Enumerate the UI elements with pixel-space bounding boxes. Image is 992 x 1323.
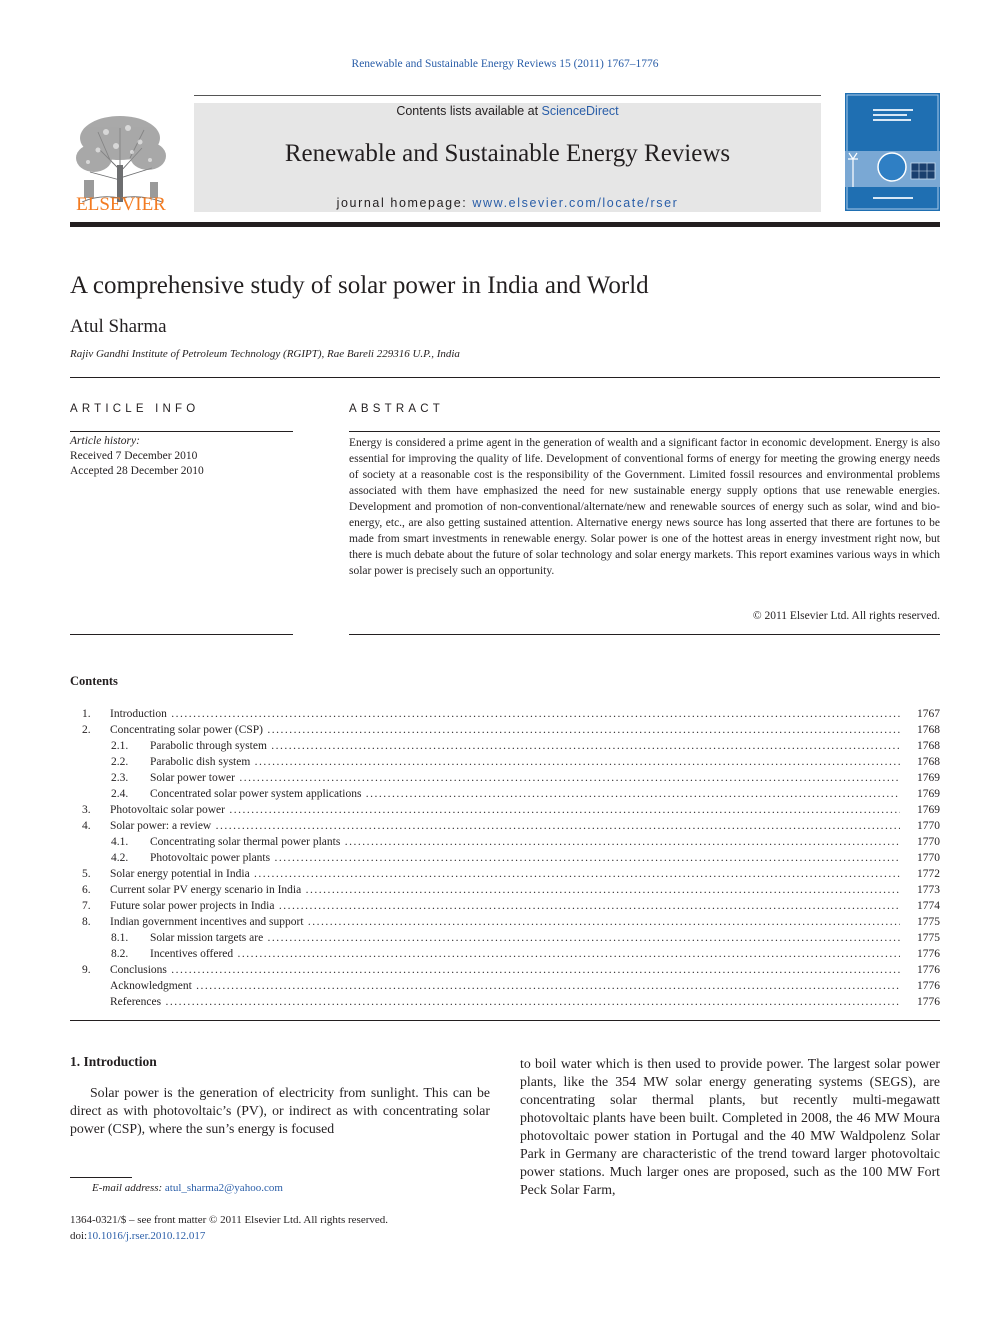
- toc-entry-page: 1776: [917, 948, 940, 960]
- article-info-rule: [70, 431, 293, 432]
- toc-entry-number: 4.: [82, 820, 91, 832]
- header-bottom-rule: [70, 222, 940, 227]
- toc-entry-title[interactable]: Incentives offered .....: [150, 946, 900, 962]
- elsevier-wordmark: ELSEVIER: [76, 194, 166, 215]
- footnote-rule: [70, 1177, 132, 1178]
- toc-entry-page: 1776: [917, 996, 940, 1008]
- toc-entry-page: 1770: [917, 836, 940, 848]
- toc-entry-page: 1773: [917, 884, 940, 896]
- homepage-link[interactable]: www.elsevier.com/locate/rser: [472, 196, 679, 210]
- toc-entry[interactable]: [70, 882, 940, 898]
- toc-entry-page: 1768: [917, 756, 940, 768]
- doi-link[interactable]: 10.1016/j.rser.2010.12.017: [87, 1230, 206, 1242]
- article-info-bottom-rule: [70, 634, 293, 635]
- journal-homepage: [194, 196, 821, 210]
- toc-entry-page: 1775: [917, 916, 940, 928]
- header-top-rule: [194, 95, 821, 96]
- received-date: Received 7 December 2010: [70, 450, 198, 462]
- doi-line: [70, 1228, 388, 1244]
- journal-cover-image: [845, 93, 940, 211]
- introduction-paragraph-continued: to boil water which is then used to provide power. The largest solar power plants, like the 354 MW solar energy generating systems (SEGS), are concentrating solar thermal plants, but recently multi-megawatt photovoltaic plants have been built. Completed in 2008, the 46 MW Moura photovoltaic power station in Portugal and the 40 MW Waldpolenz Solar Park in Germany are characteristic of the trend toward larger photovoltaic power stations. Much larger ones are proposed, such as the 100 MW Fort Peck Solar Farm,: [520, 1056, 940, 1197]
- toc-entry-page: 1774: [917, 900, 940, 912]
- toc-entry-page: 1776: [917, 964, 940, 976]
- introduction-paragraph: Solar power is the generation of electricity from sunlight. This can be direct as with photovoltaic’s (PV), or indirect as with concentrating solar power (CSP), where the sun’s energy is focused: [70, 1085, 490, 1136]
- toc-entry-title[interactable]: Parabolic through system .....: [150, 738, 900, 754]
- article-title: A comprehensive study of solar power in India and World: [70, 272, 649, 299]
- toc-entry-title[interactable]: Solar energy potential in India .....: [110, 866, 900, 882]
- toc-entry-page: 1768: [917, 724, 940, 736]
- toc-entry-page: 1768: [917, 740, 940, 752]
- toc-entry-page: 1776: [917, 980, 940, 992]
- introduction-heading: 1. Introduction: [70, 1054, 157, 1069]
- toc-entry-page: 1770: [917, 820, 940, 832]
- toc-entry-number: 2.2.: [111, 756, 129, 768]
- body-column-left: [70, 1054, 490, 1138]
- toc-entry-number: 4.2.: [111, 852, 129, 864]
- toc-entry[interactable]: [70, 818, 940, 834]
- toc-entry-title[interactable]: Introduction .....: [110, 706, 900, 722]
- author-email-footnote: [92, 1182, 283, 1194]
- toc-entry-number: 2.1.: [111, 740, 129, 752]
- front-matter-info: [70, 1212, 388, 1244]
- title-divider: [70, 377, 940, 378]
- toc-entry-number: 3.: [82, 804, 91, 816]
- toc-entry[interactable]: [70, 786, 940, 802]
- toc-entry[interactable]: [70, 834, 940, 850]
- toc-entry-title[interactable]: Acknowledgment .....: [110, 978, 900, 994]
- toc-entry[interactable]: [70, 770, 940, 786]
- toc-entry-title[interactable]: Future solar power projects in India .....: [110, 898, 900, 914]
- toc-entry-number: 2.4.: [111, 788, 129, 800]
- toc-entry-number: 5.: [82, 868, 91, 880]
- toc-entry-number: 2.: [82, 724, 91, 736]
- abstract-rule: [349, 431, 940, 432]
- toc-entry-number: 9.: [82, 964, 91, 976]
- toc-entry[interactable]: [70, 722, 940, 738]
- toc-entry-number: 6.: [82, 884, 91, 896]
- journal-citation[interactable]: Renewable and Sustainable Energy Reviews 15 (2011) 1767–1776: [351, 58, 659, 70]
- author-email-link[interactable]: atul_sharma2@yahoo.com: [164, 1182, 283, 1194]
- toc-entry[interactable]: [70, 978, 940, 994]
- toc-entry-number: 7.: [82, 900, 91, 912]
- toc-entry-number: 1.: [82, 708, 91, 720]
- toc-entry-number: 8.1.: [111, 932, 129, 944]
- article-history: [70, 434, 204, 479]
- toc-entry[interactable]: [70, 962, 940, 978]
- issn-line: 1364-0321/$ – see front matter © 2011 Elsevier Ltd. All rights reserved.: [70, 1214, 389, 1226]
- toc-entry-title[interactable]: References .....: [110, 994, 900, 1010]
- toc-entry-title[interactable]: Parabolic dish system .....: [150, 754, 900, 770]
- toc-entry-page: 1769: [917, 772, 940, 784]
- contents-available-line: [194, 104, 821, 118]
- toc-entry[interactable]: [70, 898, 940, 914]
- contents-heading: Contents: [70, 674, 118, 688]
- toc-entry-page: 1769: [917, 788, 940, 800]
- history-label: Article history:: [70, 435, 140, 447]
- toc-entry[interactable]: [70, 738, 940, 754]
- toc-entry[interactable]: [70, 754, 940, 770]
- abstract-text: Energy is considered a prime agent in the generation of wealth and a significant factor in economic development. Energy is also essential for improving the quality of life. Development of conventional forms of energy for meeting the growing energy needs of society at a reasonable cost is the responsibility of the Government. Limited fossil resources and environmental problems associated with them have emphasized the need for new sustainable energy supply options that use renewable energies. Development and promotion of non-conventional/alternate/new and renewable sources of energy such as solar, wind and bio-energy, etc., are also getting sustained attention. Alternative energy news source has long asserted that there are fortunes to be made from smart investments in renewable energy. Solar power is one of the hottest areas in energy investment right now, but there is much debate about the future of solar technology and solar energy markets. This report examines various ways in which solar power is precisely such an opportunity.: [349, 437, 940, 577]
- toc-entry[interactable]: [70, 706, 940, 722]
- sciencedirect-link[interactable]: ScienceDirect: [541, 104, 619, 118]
- toc-entry-number: 8.: [82, 916, 91, 928]
- doi-prefix: doi:: [70, 1230, 88, 1242]
- toc-entry-page: 1770: [917, 852, 940, 864]
- toc-entry[interactable]: [70, 914, 940, 930]
- toc-entry[interactable]: [70, 946, 940, 962]
- toc-entry[interactable]: [70, 994, 940, 1010]
- toc-entry[interactable]: [70, 930, 940, 946]
- copyright-notice: © 2011 Elsevier Ltd. All rights reserved.: [752, 610, 940, 622]
- toc-entry-title[interactable]: Indian government incentives and support .....: [110, 914, 900, 930]
- toc-entry-title[interactable]: Concentrating solar power (CSP) .....: [110, 722, 900, 738]
- abstract-heading: ABSTRACT: [349, 403, 444, 415]
- homepage-prefix: journal homepage:: [336, 196, 473, 210]
- contents-divider: [70, 1020, 940, 1021]
- table-of-contents: [70, 706, 940, 1010]
- toc-entry-page: 1767: [917, 708, 940, 720]
- contents-prefix: Contents lists available at: [396, 104, 542, 118]
- toc-entry-title[interactable]: Solar mission targets are .....: [150, 930, 900, 946]
- body-column-right: [520, 1055, 940, 1199]
- toc-entry-title[interactable]: Current solar PV energy scenario in India .....: [110, 882, 900, 898]
- toc-entry[interactable]: [70, 850, 940, 866]
- toc-entry-title[interactable]: Photovoltaic power plants .....: [150, 850, 900, 866]
- article-author: Atul Sharma: [70, 316, 167, 337]
- toc-entry-title[interactable]: Solar power: a review .....: [110, 818, 900, 834]
- journal-title: Renewable and Sustainable Energy Reviews: [284, 140, 731, 167]
- toc-entry-title[interactable]: Concentrated solar power system applications .....: [150, 786, 900, 802]
- toc-entry-number: 2.3.: [111, 772, 129, 784]
- email-label: E-mail address:: [92, 1182, 165, 1194]
- accepted-date: Accepted 28 December 2010: [70, 465, 204, 477]
- toc-entry-page: 1775: [917, 932, 940, 944]
- toc-entry[interactable]: [70, 802, 940, 818]
- toc-entry[interactable]: [70, 866, 940, 882]
- author-affiliation: Rajiv Gandhi Institute of Petroleum Technology (RGIPT), Rae Bareli 229316 U.P., India: [70, 348, 460, 360]
- toc-entry-title[interactable]: Photovoltaic solar power .....: [110, 802, 900, 818]
- abstract-bottom-rule: [349, 634, 940, 635]
- toc-entry-page: 1769: [917, 804, 940, 816]
- toc-entry-number: 4.1.: [111, 836, 129, 848]
- toc-entry-title[interactable]: Concentrating solar thermal power plants .....: [150, 834, 900, 850]
- toc-entry-title[interactable]: Conclusions .....: [110, 962, 900, 978]
- toc-entry-number: 8.2.: [111, 948, 129, 960]
- toc-entry-page: 1772: [917, 868, 940, 880]
- toc-entry-title[interactable]: Solar power tower .....: [150, 770, 900, 786]
- article-info-heading: ARTICLE INFO: [70, 403, 200, 415]
